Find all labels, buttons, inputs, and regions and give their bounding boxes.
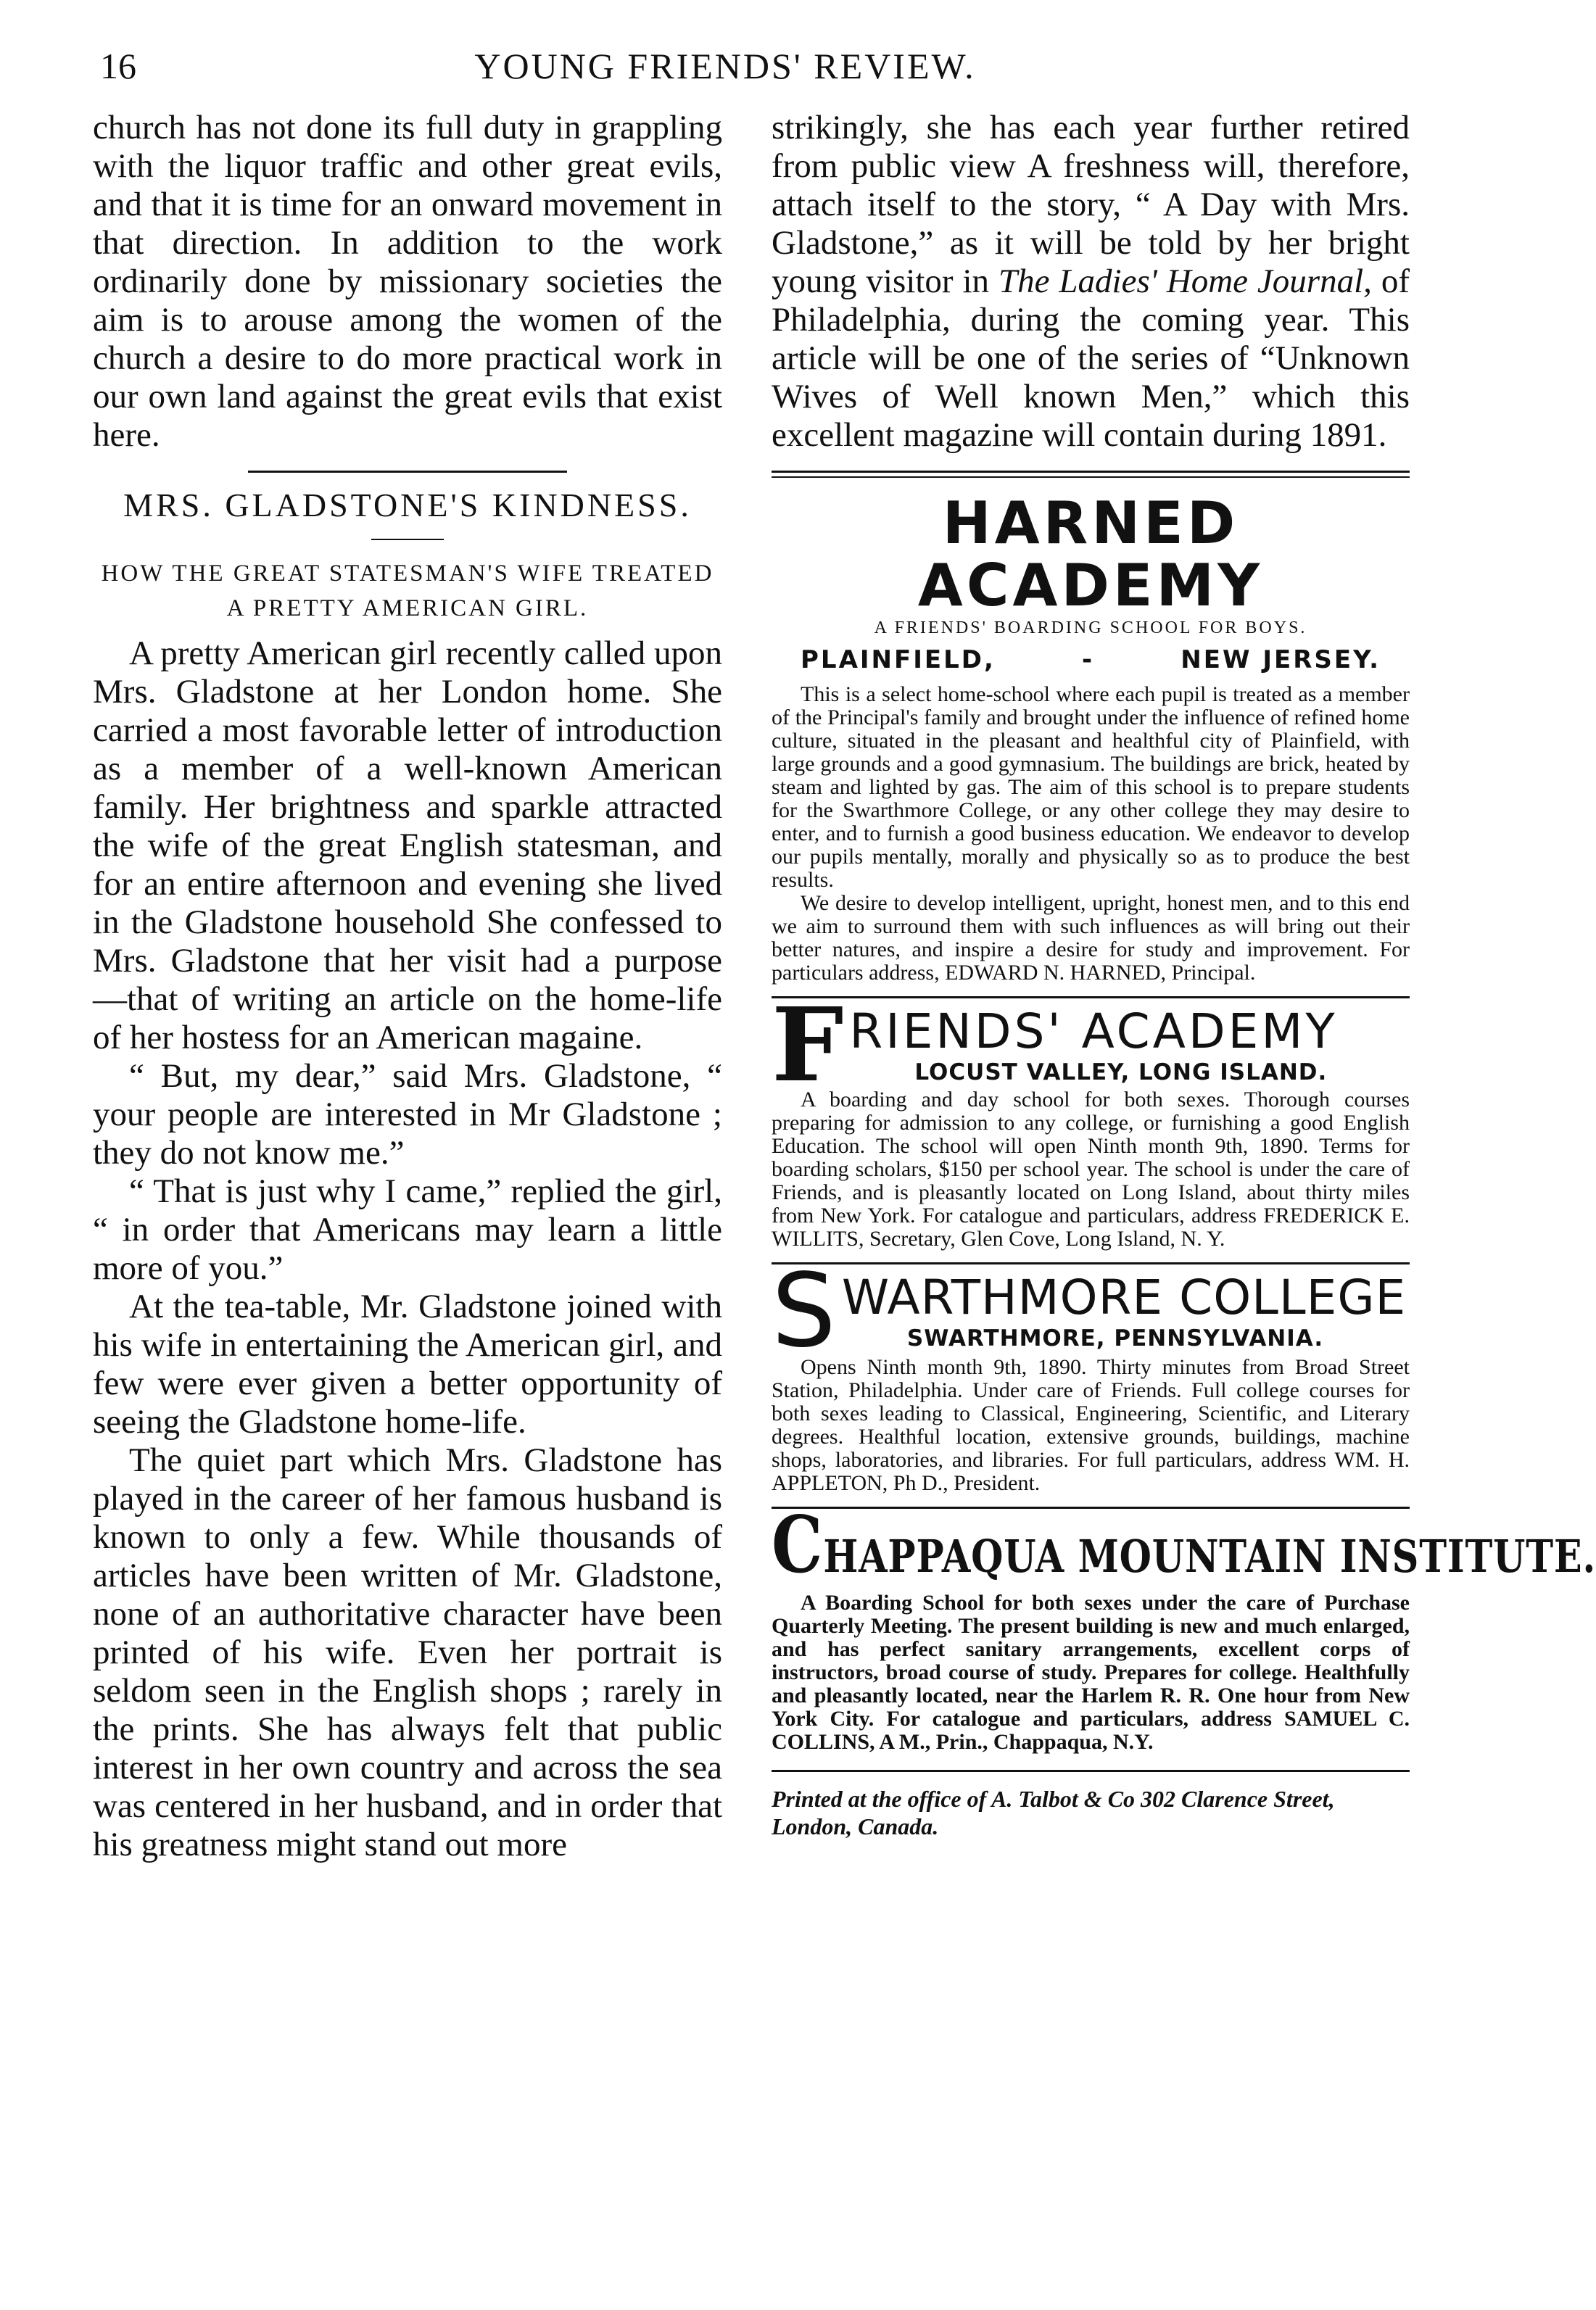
article-paragraph: At the tea-table, Mr. Gladstone joined with his wife in entertaining the American girl, and few were ever given a better opportunity of seeing the Gladstone home-life. bbox=[93, 1288, 722, 1441]
ad-subtitle: SWARTHMORE, PENNSYLVANIA. bbox=[906, 1325, 1324, 1351]
page-number: 16 bbox=[100, 46, 136, 86]
ad-separator-rule bbox=[772, 1507, 1410, 1509]
ad-note: A FRIENDS' BOARDING SCHOOL FOR BOYS. bbox=[874, 618, 1307, 637]
journal-title: The Ladies' Home Journal, bbox=[998, 262, 1372, 300]
continuation-text-b: of Philadelphia, during the coming year. This article will be one of the series of “Unknown Wives of Well known Men,” which this excellent magazine will contain during 1891. bbox=[772, 262, 1410, 454]
ad-title: RIENDS' ACADEMY bbox=[849, 1003, 1338, 1059]
article-separator-rule bbox=[248, 471, 567, 473]
article-body bbox=[93, 634, 722, 1864]
ad-separator-rule bbox=[772, 996, 1410, 998]
ad-header bbox=[772, 986, 1410, 1105]
ads-top-rule bbox=[772, 471, 1410, 473]
ad-location-separator: - bbox=[1082, 645, 1095, 674]
ad-header bbox=[772, 1252, 1410, 1370]
ad-dropcap: S bbox=[772, 1252, 836, 1370]
ad-subtitle: LOCUST VALLEY, LONG ISLAND. bbox=[914, 1059, 1328, 1085]
article-paragraph: The quiet part which Mrs. Gladstone has played in the career of her famous husband is known to only a few. While thousands of articles have been written of Mr. Gladstone, none of an authoritative character have been printed of his wife. Even her portrait is seldom seen in the English shops ; rarely in the prints. She has always felt that public interest in her own country and across the sea was centered in her husband, and in order that his greatness might stand out more bbox=[93, 1441, 722, 1863]
ad-body: A boarding and day school for both sexes. Thorough courses preparing for admission to any college, or furnishing a good English Education. The school will open Ninth month 9th, 1890. Terms for boarding scholars, $150 per school year. The school is under the care of Friends, and is pleasantly located on Long Island, about thirty miles from New York. For catalogue and particulars, address FREDERICK E. WILLITS, Secretary, Glen Cove, Long Island, N. Y. bbox=[772, 1088, 1410, 1251]
imprint-rule bbox=[772, 1770, 1410, 1772]
running-head-title: YOUNG FRIENDS' REVIEW. bbox=[474, 46, 976, 86]
ad-friends-academy bbox=[772, 986, 1410, 1251]
ad-harned-academy bbox=[772, 489, 1410, 985]
ad-dropcap: F bbox=[772, 986, 844, 1105]
ads-top-rule-thin bbox=[772, 476, 1410, 478]
ad-location-state: NEW JERSEY. bbox=[1181, 645, 1381, 674]
article-heading: MRS. GLADSTONE'S KINDNESS. bbox=[123, 487, 692, 523]
ad-body: A Boarding School for both sexes under the care of Purchase Quarterly Meeting. The present building is new and much enlarged, and has perfect sanitary arrangements, excellent corps of instructors, broad course of study. Prepares for college. Healthfully and pleasantly located, near the Harlem R. R. One hour from New York City. For catalogue and particulars, address SAMUEL C. COLLINS, A M., Prin., Chappaqua, N.Y. bbox=[772, 1591, 1410, 1754]
continuation-text-a: strikingly, she has each year further retired from public view A freshness will, therefore, attach itself to the story, “ A Day with Mrs. Gladstone,” as it will be told by her bright young visitor in bbox=[772, 109, 1410, 300]
ad-title: HAPPAQUA MOUNTAIN INSTITUTE. bbox=[823, 1530, 1596, 1583]
article-subheading: HOW THE GREAT STATESMAN'S WIFE TREATED A PRETTY AMERICAN GIRL. bbox=[101, 560, 714, 621]
ad-swarthmore-college bbox=[772, 1252, 1410, 1495]
article-paragraph: A pretty American girl recently called upon Mrs. Gladstone at her London home. She carried a most favorable letter of introduction as a member of a well-known American family. Her brightness and sparkle attracted the wife of the great English statesman, and for an entire afternoon and evening she lived in the Gladstone household She confessed to Mrs. Gladstone that her visit had a purpose —that of writing an article on the home-life of her hostess for an American magaine. bbox=[93, 634, 722, 1056]
ad-body: We desire to develop intelligent, upright, honest men, and to this end we aim to surround them with such influences as will bring out their better natures, and inspire a desire for study and improvement. For particulars address, EDWARD N. HARNED, Principal. bbox=[772, 891, 1410, 985]
ad-body: This is a select home-school where each pupil is treated as a member of the Principal's family and brought under the influence of refined home culture, situated in the pleasant and healthful city of Plainfield, with large grounds and a good gymnasium. The buildings are brick, heated by steam and lighted by gas. The aim of this school is to prepare students for the Swarthmore College, or any other college they may desire to enter, and to furnish a good business education. We endeavor to develop our pupils mentally, morally and physically so as to produce the best results. bbox=[772, 682, 1410, 892]
ad-body: Opens Ninth month 9th, 1890. Thirty minutes from Broad Street Station, Philadelphia. Under care of Friends. Full college courses for both sexes leading to Classical, Engineering, Scientific, and Literary degrees. Healthful location, extensive grounds, buildings, machine shops, laboratories, and libraries. For full particulars, address WM. H. APPLETON, Ph D., President. bbox=[772, 1355, 1410, 1495]
ad-title-group bbox=[849, 1003, 1338, 1085]
ad-title-group bbox=[772, 1499, 1596, 1591]
ad-dropcap: C bbox=[772, 1499, 824, 1591]
ad-location bbox=[772, 645, 1410, 674]
ad-location-city: PLAINFIELD, bbox=[801, 645, 996, 674]
article-continuation bbox=[772, 109, 1410, 455]
ad-title: WARTHMORE COLLEGE bbox=[841, 1270, 1407, 1325]
intro-paragraph: church has not done its full duty in grappling with the liquor traffic and other great evils, and that it is time for an onward movement in that direction. In addition to the work ordinarily done by missionary societies the aim is to arouse among the women of the church a desire to do more practical work in our own land against the great evils that exist here. bbox=[93, 109, 722, 454]
ad-separator-rule bbox=[772, 1262, 1410, 1264]
article-paragraph: “ That is just why I came,” replied the girl, “ in order that Americans may learn a little more of you.” bbox=[93, 1172, 722, 1287]
ad-title-group bbox=[842, 1272, 1406, 1351]
ad-chappaqua-institute bbox=[772, 1499, 1596, 1754]
right-column bbox=[772, 109, 1596, 1840]
ad-title: HARNED ACADEMY bbox=[917, 489, 1264, 619]
article-paragraph: “ But, my dear,” said Mrs. Gladstone, “ your people are interested in Mr Gladstone ; they do not know me.” bbox=[93, 1057, 722, 1172]
heading-short-rule bbox=[371, 539, 444, 540]
left-column bbox=[93, 109, 722, 1864]
printer-imprint: Printed at the office of A. Talbot & Co 302 Clarence Street, London, Canada. bbox=[772, 1786, 1335, 1839]
